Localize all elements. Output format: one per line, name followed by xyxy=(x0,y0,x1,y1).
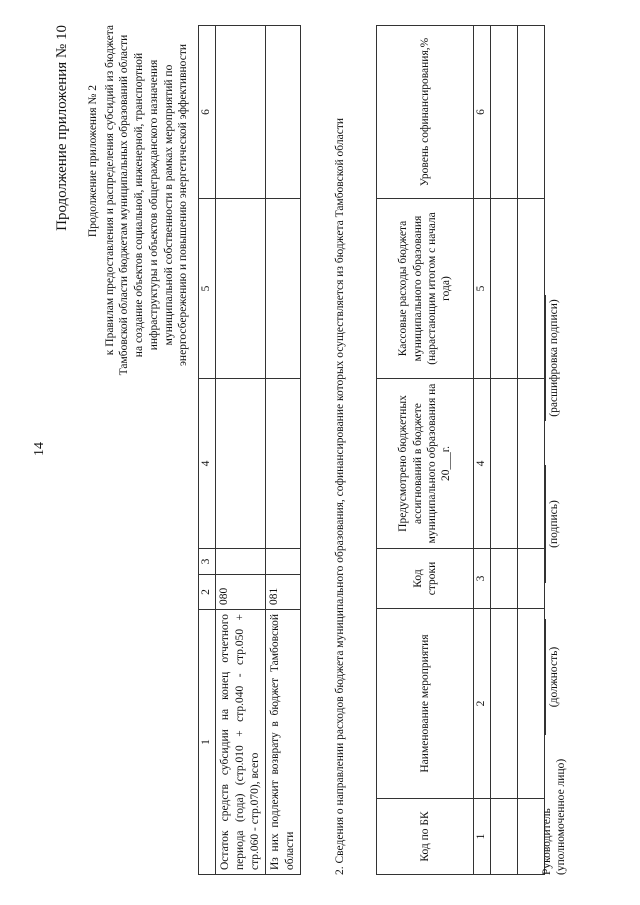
row-description: Из них подлежит возврату в бюджет Тамбовской области xyxy=(265,610,300,875)
table-row xyxy=(216,26,266,875)
col-number: 5 xyxy=(474,199,491,379)
position-line xyxy=(545,619,546,735)
table-row xyxy=(518,26,545,875)
col-number: 4 xyxy=(199,379,216,549)
decoding-caption: (расшифровка подписи) xyxy=(548,299,560,417)
header-continuation: Продолжение приложения № 2 xyxy=(87,85,99,238)
section-2-heading: 2. Сведения о направлении расходов бюджета муниципального образования, софинансирование которых осуществляется из бюджета Тамбовской области xyxy=(334,118,346,875)
cell-empty xyxy=(491,379,518,549)
table-row xyxy=(491,26,518,875)
name-decoding-line xyxy=(545,295,546,421)
position-caption: (должность) xyxy=(548,646,560,708)
col-number: 4 xyxy=(474,379,491,549)
column-header: Наименование мероприятия xyxy=(377,609,474,799)
signature-label xyxy=(540,759,569,875)
signature-line xyxy=(545,465,546,583)
column-numbers-row xyxy=(474,26,491,875)
header-line: к Правилам предоставления и распределения субсидий из бюджета xyxy=(103,25,116,356)
col-number: 2 xyxy=(474,609,491,799)
signature-role-note: (уполномоченное лицо) xyxy=(555,758,568,875)
column-numbers-row xyxy=(199,26,216,875)
header-line: инфраструктуры и объектов общегражданского назначения xyxy=(147,59,160,351)
cell-empty xyxy=(518,549,545,609)
table-row xyxy=(265,26,300,875)
cell-empty xyxy=(518,379,545,549)
cell-empty xyxy=(518,199,545,379)
cell-empty xyxy=(265,379,300,549)
header-line: муниципальной собственности в рамках мероприятий по xyxy=(162,64,175,346)
column-header: Код строки xyxy=(377,549,474,609)
col-number: 2 xyxy=(199,575,216,610)
header-line: на создание объектов социальной, инженерной, транспортной xyxy=(133,52,146,358)
header-block xyxy=(86,25,191,385)
header-line: Тамбовской области бюджетам муниципальных образований области xyxy=(118,34,131,376)
row-code: 080 xyxy=(216,575,266,610)
col-number: 5 xyxy=(199,199,216,379)
col-number: 1 xyxy=(474,799,491,875)
row-code: 081 xyxy=(265,575,300,610)
appendix-title: Продолжение приложения № 10 xyxy=(54,25,70,231)
signature-caption: (подпись) xyxy=(548,500,560,548)
cell-empty xyxy=(216,26,266,199)
cell-empty xyxy=(491,26,518,199)
cell-empty xyxy=(265,549,300,575)
cell-empty xyxy=(491,609,518,799)
cell-empty xyxy=(491,549,518,609)
header-line: энергосбережению и повышению энергетической эффективности xyxy=(177,44,190,366)
column-header: Предусмотрено бюджетных ассигнований в бюджете муниципального образования на 20___г. xyxy=(377,379,474,549)
cell-empty xyxy=(216,379,266,549)
subsidy-balance-table xyxy=(198,25,301,875)
column-header: Код по БК xyxy=(377,799,474,875)
col-number: 6 xyxy=(199,26,216,199)
cell-empty xyxy=(491,199,518,379)
cell-empty xyxy=(216,549,266,575)
col-number: 6 xyxy=(474,26,491,199)
col-number: 1 xyxy=(199,610,216,875)
signature-role: Руководитель xyxy=(541,808,553,875)
page-number: 14 xyxy=(32,442,47,456)
cell-empty xyxy=(265,26,300,199)
column-header: Уровень софинансирования,% xyxy=(377,26,474,199)
col-number: 3 xyxy=(474,549,491,609)
cell-empty xyxy=(265,199,300,379)
column-header: Кассовые расходы бюджета муниципального образования (нарастающим итогом с начала года) xyxy=(377,199,474,379)
header-row xyxy=(377,26,474,875)
col-number: 3 xyxy=(199,549,216,575)
cell-empty xyxy=(216,199,266,379)
cell-empty xyxy=(518,26,545,199)
cell-empty xyxy=(491,799,518,875)
row-description: Остаток средств субсидии на конец отчетного периода (года) (стр.010 + стр.040 - стр.050 + стр.060 - стр.070), всего xyxy=(216,610,266,875)
expenditure-table xyxy=(376,25,545,875)
